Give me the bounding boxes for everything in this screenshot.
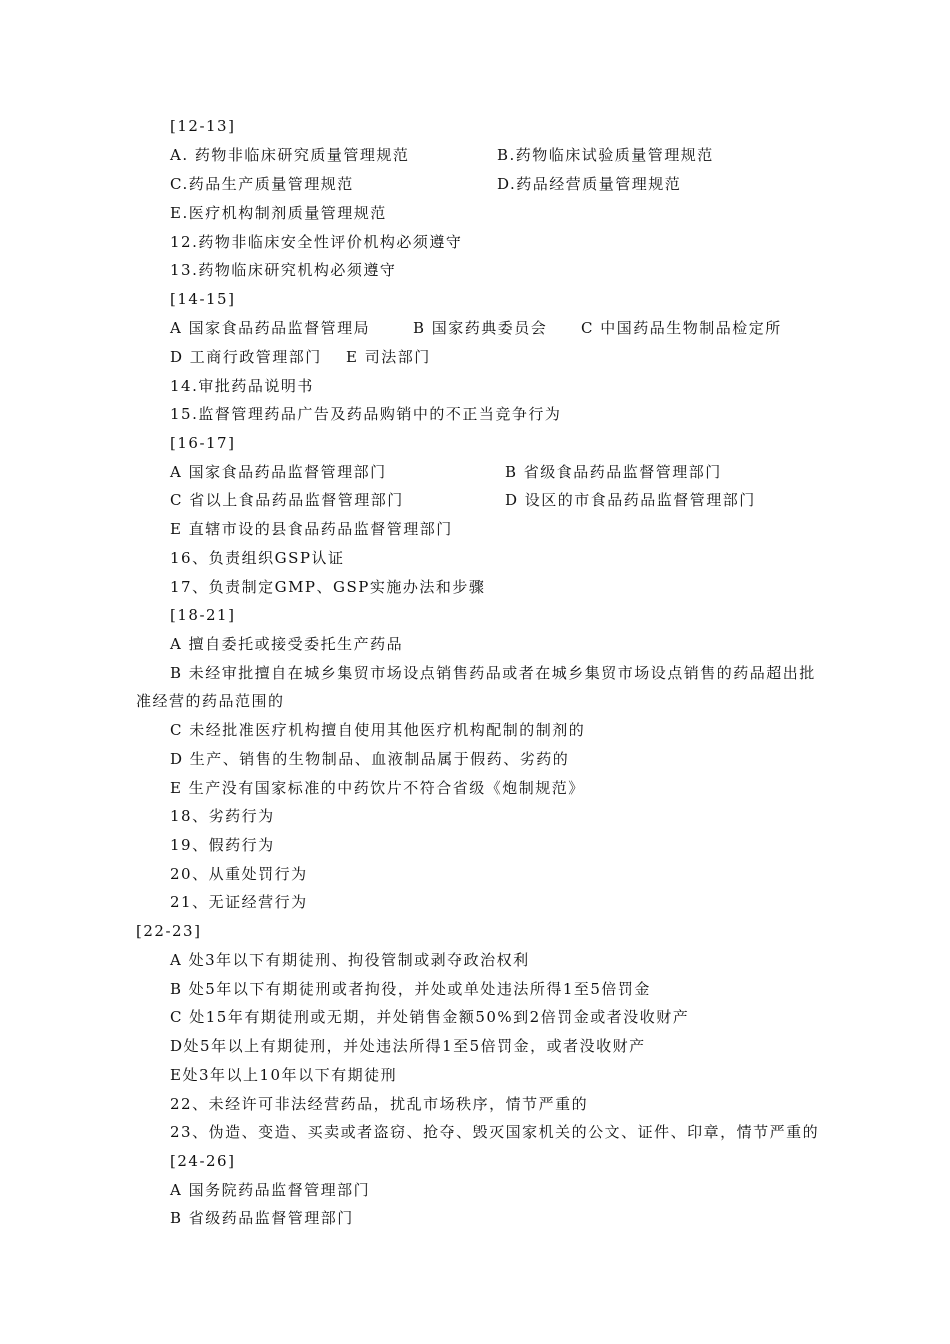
option-c: C 处15年有期徒刑或无期，并处销售金额50%到2倍罚金或者没收财产: [170, 1008, 690, 1026]
group-header-18-21: [18-21]: [170, 606, 236, 624]
question-20: 20、从重处罚行为: [170, 865, 308, 883]
option-e: E 生产没有国家标准的中药饮片不符合省级《炮制规范》: [170, 779, 585, 797]
option-e: E 直辖市设的县食品药品监督管理部门: [170, 520, 453, 538]
option-c: C 省以上食品药品监督管理部门: [170, 491, 404, 509]
question-15: 15.监督管理药品广告及药品购销中的不正当竞争行为: [170, 405, 562, 423]
option-a: A 处3年以下有期徒刑、拘役管制或剥夺政治权利: [170, 951, 530, 969]
group-header-16-17: [16-17]: [170, 434, 236, 452]
option-a: A 擅自委托或接受委托生产药品: [170, 635, 404, 653]
option-e: E处3年以上10年以下有期徒刑: [170, 1066, 398, 1084]
option-d: D.药品经营质量管理规范: [497, 175, 682, 193]
option-b: B 国家药典委员会: [413, 319, 548, 337]
option-b: B 省级药品监督管理部门: [170, 1209, 354, 1227]
option-a: A. 药物非临床研究质量管理规范: [170, 146, 410, 164]
option-b: B 处5年以下有期徒刑或者拘役，并处或单处违法所得1至5倍罚金: [170, 980, 651, 998]
question-22: 22、未经许可非法经营药品，扰乱市场秩序，情节严重的: [170, 1095, 589, 1113]
option-a: A 国务院药品监督管理部门: [170, 1181, 371, 1199]
question-23: 23、伪造、变造、买卖或者盗窃、抢夺、毁灭国家机关的公文、证件、印章，情节严重的: [170, 1123, 820, 1141]
question-18: 18、劣药行为: [170, 807, 275, 825]
option-d: D 生产、销售的生物制品、血液制品属于假药、劣药的: [170, 750, 570, 768]
option-c: C 中国药品生物制品检定所: [581, 319, 782, 337]
option-c: C 未经批准医疗机构擅自使用其他医疗机构配制的制剂的: [170, 721, 586, 739]
option-e: E.医疗机构制剂质量管理规范: [170, 204, 387, 222]
group-header-22-23: [22-23]: [136, 922, 202, 940]
option-d: D 工商行政管理部门: [170, 348, 322, 366]
question-13: 13.药物临床研究机构必须遵守: [170, 261, 397, 279]
question-12: 12.药物非临床安全性评价机构必须遵守: [170, 233, 463, 251]
option-b-line-2: 准经营的药品范围的: [136, 692, 285, 710]
option-a: A 国家食品药品监督管理部门: [170, 463, 387, 481]
option-d: D处5年以上有期徒刑，并处违法所得1至5倍罚金，或者没收财产: [170, 1037, 646, 1055]
question-17: 17、负责制定GMP、GSP实施办法和步骤: [170, 578, 486, 596]
option-b: B.药物临床试验质量管理规范: [497, 146, 714, 164]
group-header-14-15: [14-15]: [170, 290, 236, 308]
group-header-24-26: [24-26]: [170, 1152, 236, 1170]
question-16: 16、负责组织GSP认证: [170, 549, 345, 567]
option-a: A 国家食品药品监督管理局: [170, 319, 371, 337]
option-d: D 设区的市食品药品监督管理部门: [505, 491, 756, 509]
option-e: E 司法部门: [346, 348, 431, 366]
group-header-12-13: [12-13]: [170, 117, 236, 135]
question-21: 21、无证经营行为: [170, 893, 308, 911]
option-b: B 省级食品药品监督管理部门: [505, 463, 722, 481]
question-14: 14.审批药品说明书: [170, 377, 314, 395]
option-c: C.药品生产质量管理规范: [170, 175, 354, 193]
question-19: 19、假药行为: [170, 836, 275, 854]
option-b-line-1: B 未经审批擅自在城乡集贸市场设点销售药品或者在城乡集贸市场设点销售的药品超出批: [170, 664, 816, 682]
